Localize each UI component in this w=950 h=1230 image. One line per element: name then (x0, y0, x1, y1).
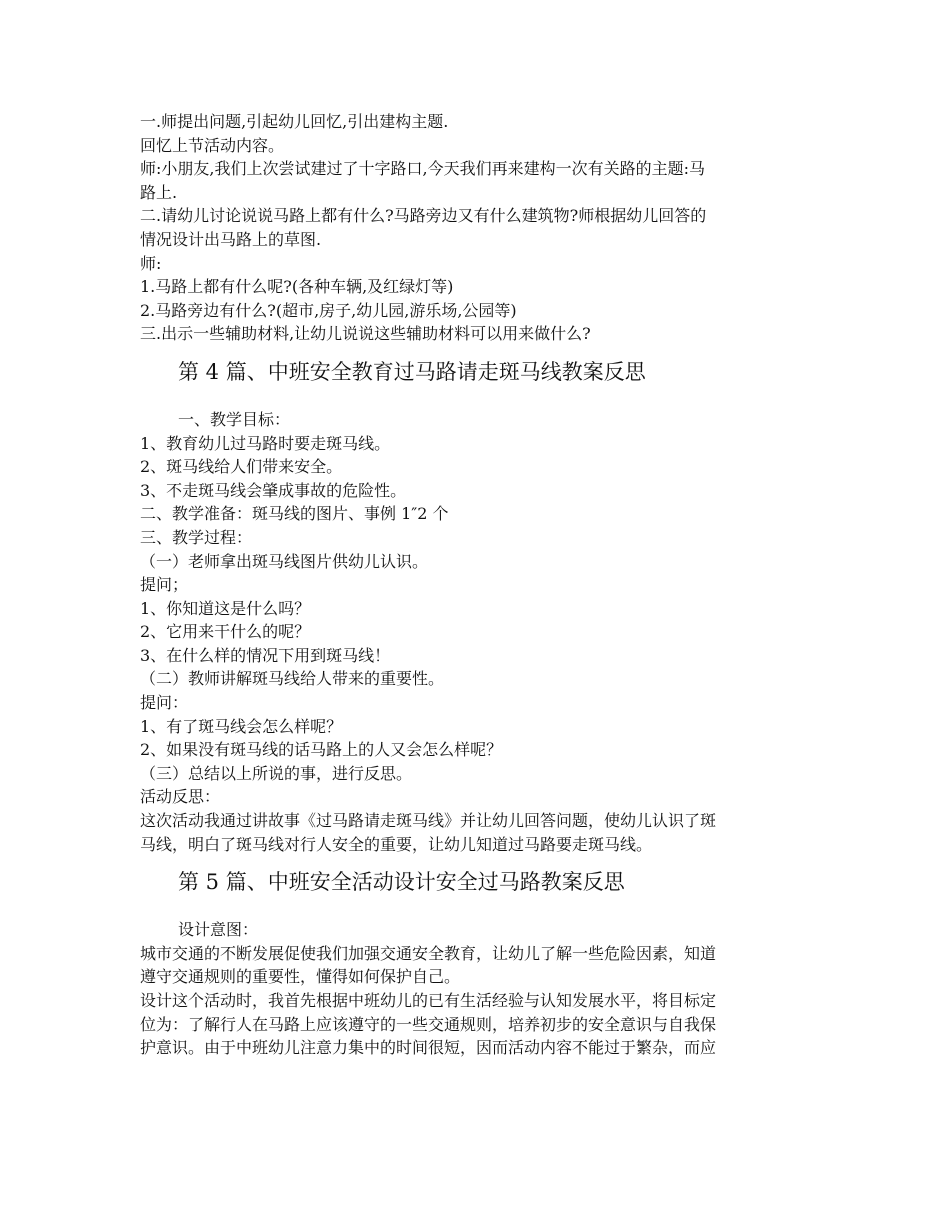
document-page (140, 110, 820, 1060)
text-line: 设计这个活动时，我首先根据中班幼儿的已有生活经验与认知发展水平，将目标定 (140, 991, 717, 1010)
text-line: 1、你知道这是什么吗？ (140, 598, 311, 618)
text-line: 路上. (140, 182, 178, 202)
text-line: 2.马路旁边有什么?(超市,房子,幼儿园,游乐场,公园等) (140, 300, 517, 320)
text-line: 二.请幼儿讨论说说马路上都有什么?马路旁边又有什么建筑物?师根据幼儿回答的 (140, 206, 707, 226)
text-line: 师: (140, 253, 162, 273)
text-line: 提问； (140, 575, 189, 595)
section-5-title: 第 5 篇、中班安全活动设计安全过马路教案反思 (178, 870, 625, 895)
text-line: 2、如果没有斑马线的话马路上的人又会怎么样呢？ (140, 740, 503, 760)
text-line: （三）总结以上所说的事，进行反思。 (140, 763, 413, 783)
text-line: 3、不走斑马线会肇成事故的危险性。 (140, 480, 407, 500)
text-line: 位为：了解行人在马路上应该遵守的一些交通规则，培养初步的安全意识与自我保 (140, 1014, 717, 1034)
section-4-body (140, 408, 820, 856)
text-line: 3、在什么样的情况下用到斑马线！ (140, 645, 391, 665)
text-line: 这次活动我通过讲故事《过马路请走斑马线》并让幼儿回答问题，使幼儿认识了斑 (140, 811, 717, 831)
text-line: 城市交通的不断发展促使我们加强交通安全教育，让幼儿了解一些危险因素，知道 (140, 943, 717, 963)
section-4-title: 第 4 篇、中班安全教育过马路请走斑马线教案反思 (178, 359, 646, 384)
text-line: 回忆上节活动内容。 (140, 135, 285, 155)
text-line: 二、教学准备：斑马线的图片、事例 1″2 个 (140, 504, 449, 524)
section-1-body (140, 110, 820, 346)
text-line: 2、斑马线给人们带来安全。 (140, 457, 343, 477)
text-line: 情况设计出马路上的草图. (140, 229, 322, 249)
text-line: 三、教学过程： (140, 527, 253, 547)
text-line: 提问： (140, 693, 189, 713)
text-line: 一.师提出问题,引起幼儿回忆,引出建构主题. (140, 112, 449, 131)
text-line: 师:小朋友,我们上次尝试建过了十字路口,今天我们再来建构一次有关路的主题:马 (140, 159, 705, 179)
text-line: 护意识。由于中班幼儿注意力集中的时间很短，因而活动内容不能过于繁杂，而应 (140, 1038, 717, 1058)
text-line: 活动反思： (140, 787, 221, 807)
section-5-subheading: 设计意图： (178, 920, 259, 940)
text-line: 1.马路上都有什么呢?(各种车辆,及红绿灯等) (140, 277, 454, 297)
text-line: 马线，明白了斑马线对行人安全的重要，让幼儿知道过马路要走斑马线。 (140, 834, 653, 854)
text-line: （二）教师讲解斑马线给人带来的重要性。 (140, 669, 445, 689)
section-5-body (140, 918, 820, 1060)
text-line: 1、教育幼儿过马路时要走斑马线。 (140, 433, 391, 453)
text-line: 2、它用来干什么的呢？ (140, 622, 311, 642)
text-line: 三.出示一些辅助材料,让幼儿说说这些辅助材料可以用来做什么? (140, 324, 591, 344)
section-4-subheading: 一、教学目标： (178, 409, 291, 429)
text-line: （一）老师拿出斑马线图片供幼儿认识。 (140, 551, 429, 571)
text-line: 遵守交通规则的重要性，懂得如何保护自己。 (140, 967, 461, 987)
text-line: 1、有了斑马线会怎么样呢？ (140, 716, 343, 736)
